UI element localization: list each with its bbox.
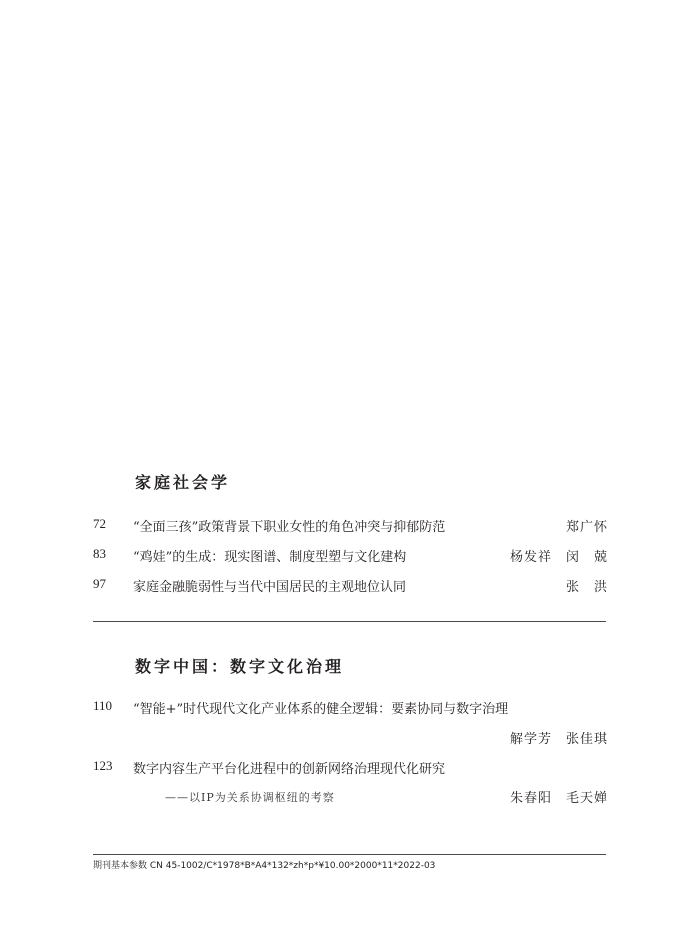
article-author: 杨发祥 (510, 550, 553, 565)
page-number: 110 (93, 698, 113, 713)
article-author: 张 洪 (566, 580, 609, 595)
page-number: 83 (93, 546, 106, 561)
article-author: 郑广怀 (566, 520, 609, 535)
article-author: 张佳琪 (566, 732, 609, 747)
article-author: 闵 兢 (566, 550, 609, 565)
section-heading-digital-china: 数字中国：数字文化治理 (135, 657, 345, 676)
article-title: “鸡娃”的生成：现实图谱、制度型塑与文化建构 (133, 550, 407, 565)
article-author: 解学芳 (510, 732, 553, 747)
footer-divider (93, 854, 606, 855)
article-title: 家庭金融脆弱性与当代中国居民的主观地位认同 (133, 580, 407, 595)
section-heading-family-sociology: 家庭社会学 (135, 473, 231, 492)
article-title: “智能+”时代现代文化产业体系的健全逻辑：要素协同与数字治理 (133, 702, 509, 717)
article-author: 朱春阳 (510, 791, 553, 806)
page-number: 97 (93, 576, 106, 591)
article-title: “全面三孩”政策背景下职业女性的角色冲突与抑郁防范 (133, 520, 446, 535)
section-divider (93, 621, 606, 622)
page-number: 123 (93, 758, 113, 773)
page-number: 72 (93, 516, 106, 531)
journal-parameters: 期刊基本参数 CN 45-1002/C*1978*B*A4*132*zh*p*¥10.00*2000*11*2022-03 (93, 861, 436, 871)
article-title: 数字内容生产平台化进程中的创新网络治理现代化研究 (133, 762, 446, 777)
article-subtitle: ——以IP为关系协调枢纽的考察 (165, 791, 335, 804)
article-author: 毛天婵 (566, 791, 609, 806)
